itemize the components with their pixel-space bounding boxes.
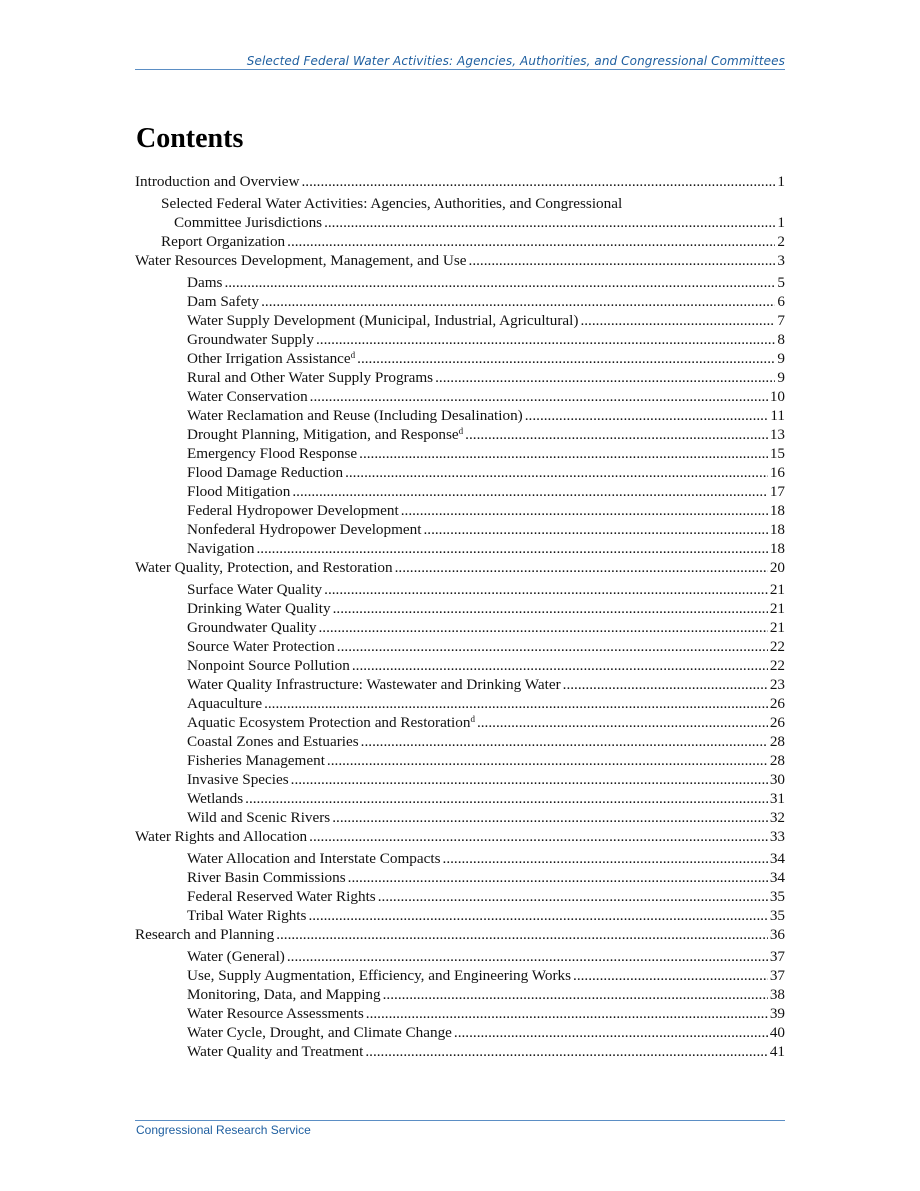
toc-entry-subsection[interactable] bbox=[135, 789, 785, 808]
leader-dots bbox=[256, 539, 767, 558]
toc-label bbox=[187, 599, 331, 618]
toc-label bbox=[187, 425, 463, 444]
leader-dots bbox=[276, 925, 768, 944]
leader-dots bbox=[348, 868, 768, 887]
toc-label bbox=[187, 906, 306, 925]
toc-label bbox=[187, 656, 350, 675]
toc-page-number: 16 bbox=[769, 464, 785, 481]
toc-label bbox=[187, 887, 376, 906]
toc-label-text: Dam Safety bbox=[187, 293, 260, 310]
leader-dots bbox=[291, 770, 768, 789]
toc-entry-section[interactable] bbox=[135, 558, 785, 577]
toc-label: Report Organization bbox=[161, 233, 286, 250]
toc-page-number: 37 bbox=[769, 967, 785, 984]
toc-entry-section[interactable] bbox=[135, 925, 785, 944]
toc-label: Water Quality, Protection, and Restoration bbox=[135, 559, 393, 576]
toc-label-text: Drinking Water Quality bbox=[187, 600, 331, 617]
toc-entry-subsection[interactable] bbox=[135, 770, 785, 789]
toc-entry-subsection[interactable] bbox=[135, 580, 785, 599]
leader-dots bbox=[378, 887, 768, 906]
toc-label-text: Water Conservation bbox=[187, 388, 308, 405]
toc-label-text: Other Irrigation Assistance bbox=[187, 350, 351, 367]
table-of-contents bbox=[135, 172, 785, 1061]
leader-dots bbox=[332, 808, 768, 827]
toc-page-number: 34 bbox=[769, 869, 785, 886]
leader-dots bbox=[465, 425, 768, 444]
toc-page-number: 34 bbox=[769, 850, 785, 867]
toc-label bbox=[187, 1042, 363, 1061]
toc-label-text: Federal Reserved Water Rights bbox=[187, 888, 376, 905]
toc-entry-subsection[interactable] bbox=[135, 637, 785, 656]
toc-entry-subsection[interactable] bbox=[135, 1042, 785, 1061]
footnote-marker[interactable]: d bbox=[350, 350, 356, 360]
leader-dots bbox=[287, 232, 775, 251]
toc-page-number: 35 bbox=[769, 907, 785, 924]
toc-page-number: 32 bbox=[769, 809, 785, 826]
toc-entry-subsection[interactable] bbox=[135, 406, 785, 425]
toc-label bbox=[187, 273, 222, 292]
toc-page-number: 6 bbox=[777, 293, 785, 310]
toc-page-number: 23 bbox=[769, 676, 785, 693]
toc-label-text: Groundwater Supply bbox=[187, 331, 314, 348]
toc-label-text: Federal Hydropower Development bbox=[187, 502, 399, 519]
toc-entry-subsection[interactable] bbox=[135, 368, 785, 387]
toc-label bbox=[187, 808, 330, 827]
toc-entry-subsection[interactable] bbox=[135, 482, 785, 501]
leader-dots bbox=[261, 292, 775, 311]
leader-dots bbox=[245, 789, 768, 808]
toc-entry-subsection[interactable] bbox=[135, 1004, 785, 1023]
toc-label-text: Coastal Zones and Estuaries bbox=[187, 733, 359, 750]
toc-entry-subsection[interactable] bbox=[135, 985, 785, 1004]
toc-label-text: Wetlands bbox=[187, 790, 244, 807]
toc-label-text: Wild and Scenic Rivers bbox=[187, 809, 331, 826]
toc-entry-subsection[interactable] bbox=[135, 330, 785, 349]
toc-label-text: Water (General) bbox=[187, 948, 285, 965]
toc-page-number: 3 bbox=[777, 252, 785, 269]
toc-label bbox=[187, 539, 254, 558]
toc-label-text: Water Reclamation and Reuse (Including Desalination) bbox=[187, 407, 523, 424]
toc-page-number: 1 bbox=[777, 214, 785, 231]
toc-page-number: 38 bbox=[769, 986, 785, 1003]
toc-entry-subsection[interactable] bbox=[135, 808, 785, 827]
toc-label: Committee Jurisdictions bbox=[174, 214, 323, 231]
toc-label-text: Nonpoint Source Pollution bbox=[187, 657, 350, 674]
toc-entry-section[interactable] bbox=[135, 827, 785, 846]
toc-page-number: 13 bbox=[769, 426, 785, 443]
footer-organization: Congressional Research Service bbox=[136, 1123, 311, 1137]
toc-label-text: Drought Planning, Mitigation, and Response bbox=[187, 426, 459, 443]
toc-page-number: 11 bbox=[770, 407, 785, 424]
toc-label bbox=[187, 770, 289, 789]
toc-label bbox=[187, 406, 523, 425]
toc-entry-subsection[interactable] bbox=[135, 311, 785, 330]
toc-page-number: 22 bbox=[769, 657, 785, 674]
toc-entry-subsection[interactable] bbox=[135, 751, 785, 770]
toc-entry-subsection[interactable] bbox=[135, 463, 785, 482]
toc-label bbox=[187, 637, 335, 656]
toc-label bbox=[187, 947, 285, 966]
toc-label-text: Emergency Flood Response bbox=[187, 445, 358, 462]
toc-label: Introduction and Overview bbox=[135, 173, 300, 190]
toc-entry-subsection[interactable] bbox=[135, 849, 785, 868]
leader-dots bbox=[435, 368, 775, 387]
toc-page-number: 26 bbox=[769, 695, 785, 712]
toc-page-number: 9 bbox=[777, 350, 785, 367]
toc-entry-subsection[interactable] bbox=[135, 732, 785, 751]
toc-label-text: Water Quality Infrastructure: Wastewater and Drinking Water bbox=[187, 676, 561, 693]
leader-dots bbox=[423, 520, 767, 539]
toc-entry-subsection[interactable] bbox=[135, 656, 785, 675]
leader-dots bbox=[324, 580, 768, 599]
toc-page-number: 33 bbox=[769, 828, 785, 845]
toc-entry-subsection[interactable] bbox=[135, 539, 785, 558]
toc-page-number: 21 bbox=[769, 600, 785, 617]
toc-label bbox=[187, 1004, 364, 1023]
toc-label: Research and Planning bbox=[135, 926, 275, 943]
toc-label-text: River Basin Commissions bbox=[187, 869, 346, 886]
toc-label-text: Use, Supply Augmentation, Efficiency, and Engineering Works bbox=[187, 967, 572, 984]
toc-label bbox=[187, 463, 343, 482]
toc-sections bbox=[135, 251, 785, 1061]
toc-entry-subsection[interactable] bbox=[135, 906, 785, 925]
toc-label-text: Navigation bbox=[187, 540, 255, 557]
leader-dots bbox=[318, 618, 767, 637]
leader-dots bbox=[333, 599, 768, 618]
page-title: Contents bbox=[136, 123, 244, 154]
toc-entry-subsection[interactable] bbox=[135, 618, 785, 637]
toc-label bbox=[187, 330, 314, 349]
leader-dots bbox=[365, 1042, 767, 1061]
toc-page-number: 37 bbox=[769, 948, 785, 965]
toc-label: Water Rights and Allocation bbox=[135, 828, 308, 845]
toc-entry-subsection[interactable] bbox=[135, 349, 785, 368]
toc-label bbox=[187, 751, 325, 770]
toc-page-number: 28 bbox=[769, 733, 785, 750]
toc-label bbox=[187, 482, 290, 501]
toc-label-text: Water Allocation and Interstate Compacts bbox=[187, 850, 441, 867]
toc-label bbox=[187, 311, 578, 330]
toc-label bbox=[187, 444, 357, 463]
toc-entry-subsection[interactable] bbox=[135, 713, 785, 732]
toc-entry-subsection[interactable] bbox=[135, 292, 785, 311]
toc-page-number: 30 bbox=[769, 771, 785, 788]
toc-entry-introduction[interactable] bbox=[135, 172, 785, 191]
toc-entry-subsection[interactable] bbox=[135, 501, 785, 520]
leader-dots bbox=[264, 694, 768, 713]
leader-dots bbox=[573, 966, 768, 985]
leader-dots bbox=[309, 827, 768, 846]
leader-dots bbox=[401, 501, 768, 520]
toc-entry-subsection[interactable] bbox=[135, 444, 785, 463]
toc-label bbox=[187, 985, 381, 1004]
leader-dots bbox=[337, 637, 768, 656]
toc-page-number: 39 bbox=[769, 1005, 785, 1022]
toc-label-text: Monitoring, Data, and Mapping bbox=[187, 986, 381, 1003]
toc-label bbox=[187, 694, 262, 713]
leader-dots bbox=[454, 1023, 768, 1042]
toc-entry-subsection[interactable] bbox=[135, 694, 785, 713]
toc-label-text: Dams bbox=[187, 274, 223, 291]
toc-label bbox=[187, 387, 308, 406]
toc-label-text: Source Water Protection bbox=[187, 638, 335, 655]
toc-label bbox=[187, 849, 441, 868]
toc-label-text: Water Supply Development (Municipal, Industrial, Agricultural) bbox=[187, 312, 579, 329]
leader-dots bbox=[563, 675, 768, 694]
toc-page-number: 5 bbox=[777, 274, 785, 291]
toc-page-number: 20 bbox=[769, 559, 785, 576]
toc-label-text: Invasive Species bbox=[187, 771, 289, 788]
leader-dots bbox=[357, 349, 775, 368]
toc-label bbox=[187, 292, 259, 311]
toc-page-number: 2 bbox=[777, 233, 785, 250]
header-rule bbox=[135, 69, 785, 70]
footer-rule bbox=[135, 1120, 785, 1121]
toc-page-number: 9 bbox=[777, 369, 785, 386]
toc-page-number: 18 bbox=[769, 521, 785, 538]
leader-dots bbox=[580, 311, 775, 330]
footnote-marker[interactable]: d bbox=[470, 714, 475, 724]
toc-page-number: 36 bbox=[769, 926, 785, 943]
toc-label: Water Resources Development, Management, and Use bbox=[135, 252, 467, 269]
leader-dots bbox=[310, 387, 768, 406]
leader-dots bbox=[366, 1004, 768, 1023]
toc-label bbox=[187, 868, 346, 887]
toc-label-text: Aquatic Ecosystem Protection and Restoration bbox=[187, 714, 471, 731]
leader-dots bbox=[469, 251, 776, 270]
leader-dots bbox=[352, 656, 768, 675]
leader-dots bbox=[308, 906, 767, 925]
leader-dots bbox=[395, 558, 768, 577]
toc-entry-selected-activities-line2[interactable] bbox=[135, 213, 785, 232]
toc-page-number: 7 bbox=[777, 312, 785, 329]
leader-dots bbox=[316, 330, 775, 349]
toc-page-number: 1 bbox=[777, 173, 785, 190]
toc-label-text: Tribal Water Rights bbox=[187, 907, 307, 924]
toc-label bbox=[187, 789, 243, 808]
toc-entry-subsection[interactable] bbox=[135, 947, 785, 966]
toc-entry-section[interactable] bbox=[135, 251, 785, 270]
toc-label-text: Nonfederal Hydropower Development bbox=[187, 521, 422, 538]
leader-dots bbox=[383, 985, 768, 1004]
toc-entry-subsection[interactable] bbox=[135, 425, 785, 444]
toc-entry-subsection[interactable] bbox=[135, 966, 785, 985]
toc-label bbox=[187, 580, 322, 599]
toc-entry-subsection[interactable] bbox=[135, 520, 785, 539]
leader-dots bbox=[224, 273, 775, 292]
leader-dots bbox=[359, 444, 768, 463]
toc-label bbox=[187, 1023, 452, 1042]
toc-page-number: 31 bbox=[769, 790, 785, 807]
toc-label-text: Groundwater Quality bbox=[187, 619, 317, 636]
toc-page-number: 10 bbox=[769, 388, 785, 405]
toc-page-number: 21 bbox=[769, 581, 785, 598]
toc-label bbox=[187, 349, 355, 368]
toc-entry-subsection[interactable] bbox=[135, 273, 785, 292]
toc-page-number: 18 bbox=[769, 502, 785, 519]
toc-page-number: 22 bbox=[769, 638, 785, 655]
toc-label-text: Flood Damage Reduction bbox=[187, 464, 344, 481]
toc-page-number: 15 bbox=[769, 445, 785, 462]
toc-label-text: Water Resource Assessments bbox=[187, 1005, 364, 1022]
toc-label-text: Water Cycle, Drought, and Climate Change bbox=[187, 1024, 452, 1041]
toc-page-number: 8 bbox=[777, 331, 785, 348]
leader-dots bbox=[477, 713, 768, 732]
toc-label-text: Fisheries Management bbox=[187, 752, 325, 769]
toc-entry-report-organization[interactable] bbox=[135, 232, 785, 251]
leader-dots bbox=[443, 849, 768, 868]
leader-dots bbox=[361, 732, 768, 751]
toc-page-number: 40 bbox=[769, 1024, 785, 1041]
toc-entry-subsection[interactable] bbox=[135, 675, 785, 694]
toc-page-number: 17 bbox=[769, 483, 785, 500]
toc-label bbox=[187, 368, 433, 387]
toc-entry-subsection[interactable] bbox=[135, 387, 785, 406]
toc-page-number: 26 bbox=[769, 714, 785, 731]
toc-label-text: Water Quality and Treatment bbox=[187, 1043, 364, 1060]
toc-entry-selected-activities-line1[interactable]: Selected Federal Water Activities: Agencies, Authorities, and Congressional bbox=[161, 195, 623, 212]
leader-dots bbox=[525, 406, 769, 425]
leader-dots bbox=[327, 751, 768, 770]
toc-label bbox=[187, 675, 561, 694]
toc-page-number: 28 bbox=[769, 752, 785, 769]
toc-label bbox=[187, 520, 421, 539]
running-header: Selected Federal Water Activities: Agencies, Authorities, and Congressional Committees bbox=[246, 54, 785, 68]
toc-page-number: 21 bbox=[769, 619, 785, 636]
toc-label bbox=[187, 713, 475, 732]
toc-entry-subsection[interactable] bbox=[135, 1023, 785, 1042]
toc-entry-subsection[interactable] bbox=[135, 868, 785, 887]
leader-dots bbox=[324, 213, 775, 232]
leader-dots bbox=[345, 463, 768, 482]
toc-page-number: 18 bbox=[769, 540, 785, 557]
leader-dots bbox=[292, 482, 767, 501]
toc-page-number: 35 bbox=[769, 888, 785, 905]
toc-label-text: Aquaculture bbox=[187, 695, 263, 712]
leader-dots bbox=[301, 172, 775, 191]
toc-label bbox=[187, 732, 359, 751]
toc-entry-subsection[interactable] bbox=[135, 599, 785, 618]
toc-label-text: Rural and Other Water Supply Programs bbox=[187, 369, 434, 386]
footnote-marker[interactable]: d bbox=[458, 426, 464, 436]
leader-dots bbox=[287, 947, 768, 966]
toc-label bbox=[187, 618, 316, 637]
toc-label bbox=[187, 966, 571, 985]
toc-label-text: Flood Mitigation bbox=[187, 483, 291, 500]
toc-label bbox=[187, 501, 399, 520]
toc-page-number: 41 bbox=[769, 1043, 785, 1060]
toc-entry-subsection[interactable] bbox=[135, 887, 785, 906]
toc-label-text: Surface Water Quality bbox=[187, 581, 323, 598]
